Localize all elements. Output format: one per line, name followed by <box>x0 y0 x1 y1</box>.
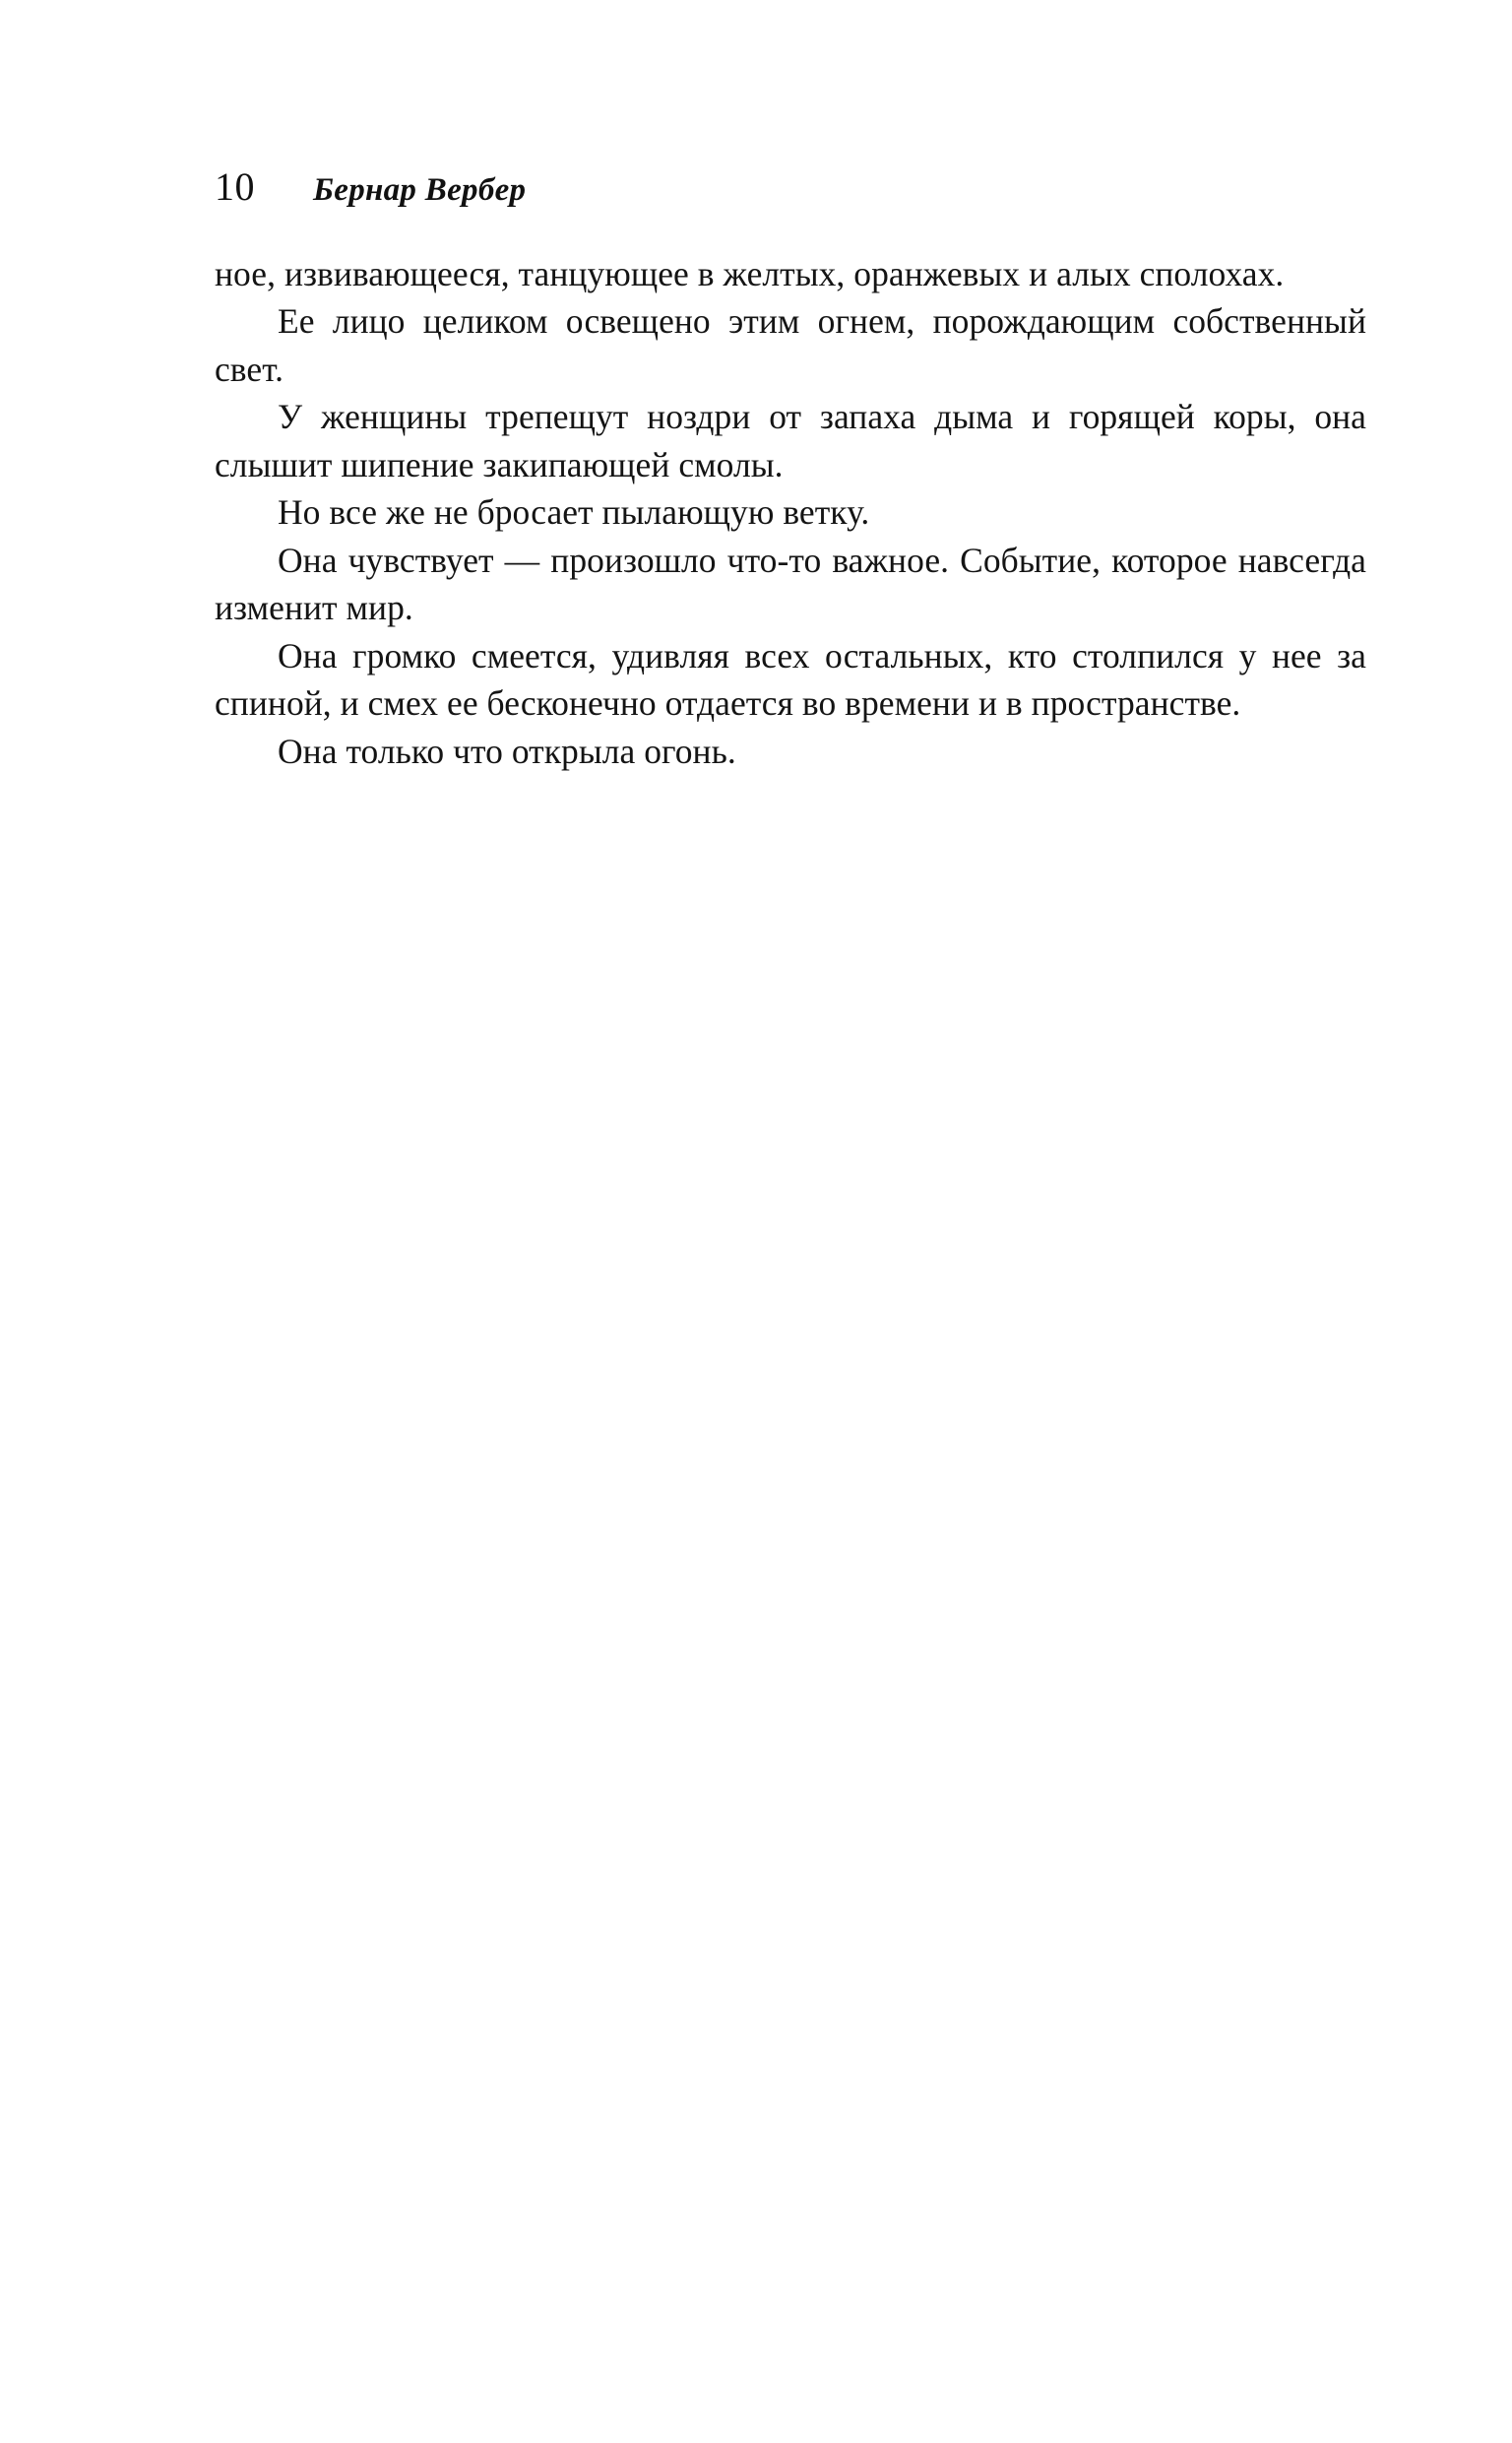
paragraph: Ее лицо целиком освещено этим огнем, порождающим собственный свет. <box>215 301 1366 389</box>
paragraph: Она чувствует — произошло что-то важное. Событие, которое навсегда изменит мир. <box>215 540 1366 628</box>
body-text <box>215 250 1366 775</box>
author-name: Бернар Вербер <box>313 172 527 208</box>
paragraph: Она громко смеется, удивляя всех остальных, кто столпился у нее за спиной, и смех ее бесконечно отдается во времени и в пространстве. <box>215 635 1366 724</box>
paragraph: ное, извивающееся, танцующее в желтых, оранжевых и алых сполохах. <box>215 254 1285 293</box>
running-head <box>215 164 1366 209</box>
page-number: 10 <box>215 164 255 209</box>
paragraph: У женщины трепещут ноздри от запаха дыма и горящей коры, она слышит шипение закипающей смолы. <box>215 397 1366 484</box>
page-content <box>215 164 1366 775</box>
paragraph: Но все же не бросает пылающую ветку. <box>278 492 870 533</box>
paragraph: Она только что открыла огонь. <box>278 731 736 771</box>
